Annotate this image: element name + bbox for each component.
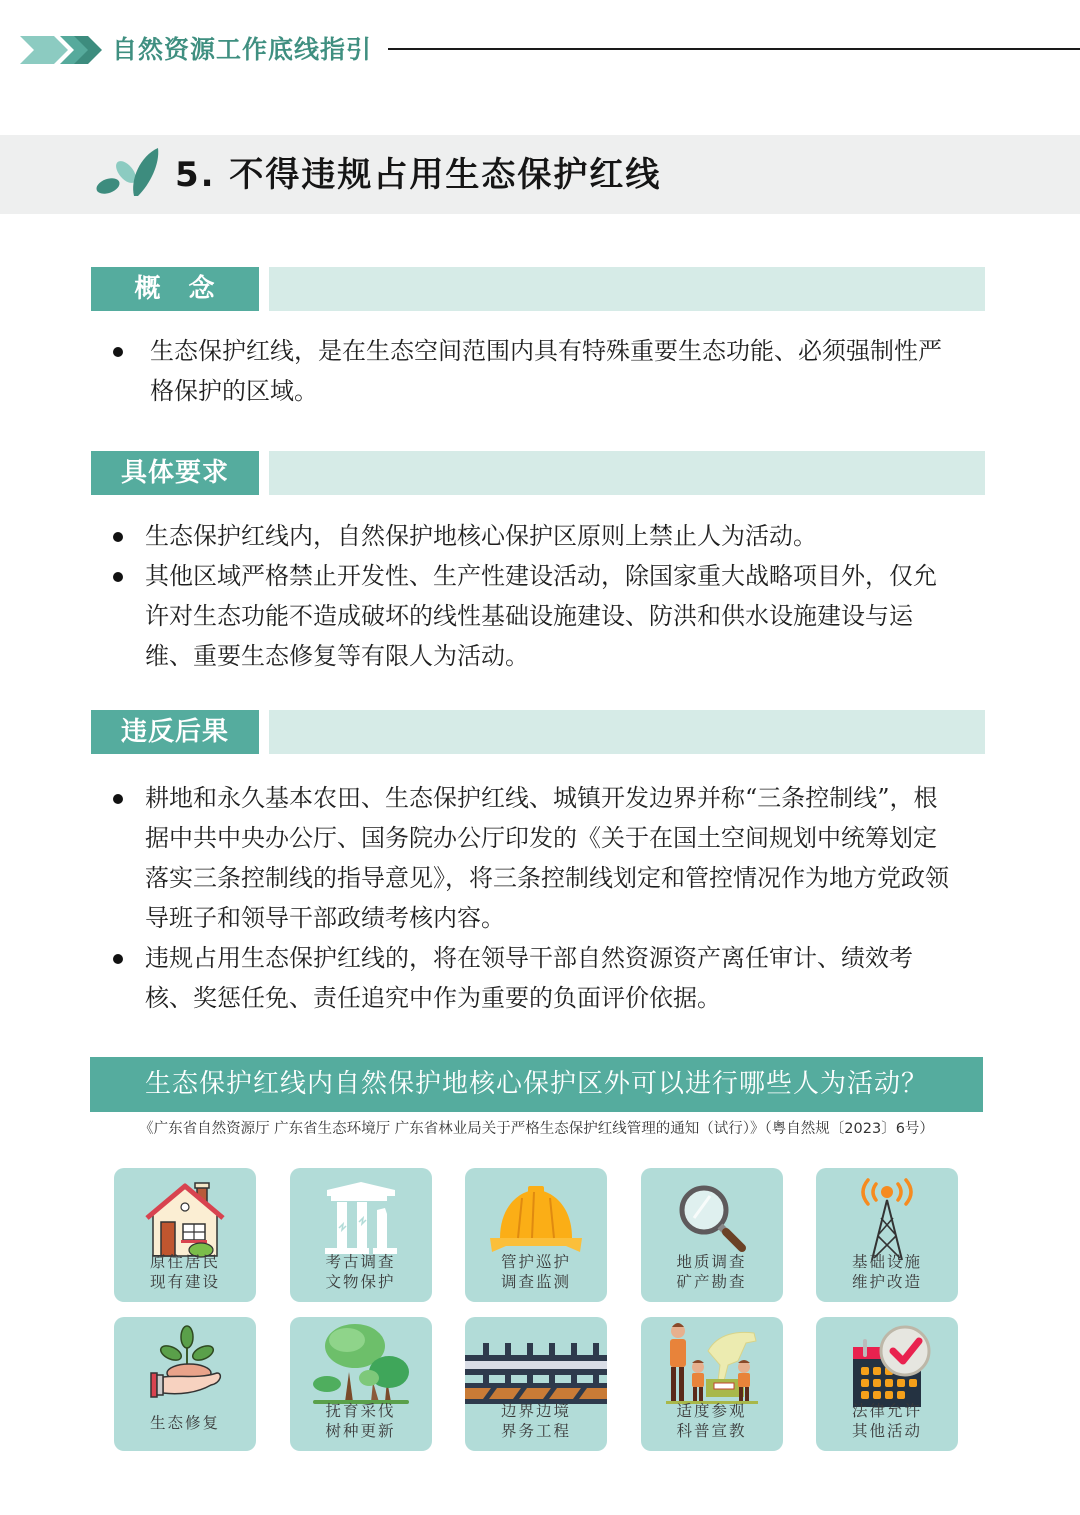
label-line: 树种更新 bbox=[325, 1422, 396, 1440]
label-line: 现有建设 bbox=[149, 1273, 220, 1291]
subhead-bar bbox=[269, 451, 985, 495]
label-line: 地质调查 bbox=[676, 1253, 747, 1271]
hard-hat-icon bbox=[486, 1182, 586, 1258]
activity-label bbox=[114, 1252, 256, 1292]
activity-label bbox=[816, 1401, 958, 1441]
trees-icon bbox=[309, 1322, 413, 1408]
document-title: 自然资源工作底线指引 bbox=[112, 35, 373, 64]
subhead-consequences bbox=[91, 710, 985, 754]
section-title: 5. 不得违规占用生态保护红线 bbox=[175, 155, 662, 195]
leaf-splash-icon bbox=[94, 146, 162, 198]
label-line: 生态修复 bbox=[149, 1414, 220, 1432]
source-citation: 《广东省自然资源厅 广东省生态环境厅 广东省林业局关于严格生态保护红线管理的通知（试行）》（粤自然规〔2023〕6号） bbox=[139, 1121, 934, 1137]
activity-card-restoration bbox=[114, 1317, 256, 1451]
list-item-text: 生态保护红线，是在生态空间范围内具有特殊重要生态功能、必须强制性严格保护的区域。 bbox=[150, 337, 942, 405]
activity-grid bbox=[114, 1168, 958, 1451]
list-item bbox=[112, 938, 952, 1018]
label-line: 边界边境 bbox=[500, 1402, 571, 1420]
subhead-bar bbox=[269, 267, 985, 311]
label-line: 维护改造 bbox=[851, 1273, 922, 1291]
list-item-text: 生态保护红线内，自然保护地核心保护区原则上禁止人为活动。 bbox=[145, 522, 817, 550]
label-line: 矿产勘查 bbox=[676, 1273, 747, 1291]
label-line: 原住居民 bbox=[149, 1253, 220, 1271]
hand-sprout-icon bbox=[143, 1323, 227, 1407]
activity-card-patrol bbox=[465, 1168, 607, 1302]
label-line: 考古调查 bbox=[325, 1253, 396, 1271]
header-divider bbox=[388, 48, 1080, 50]
subhead-bar bbox=[269, 710, 985, 754]
activity-label bbox=[816, 1252, 958, 1292]
activity-label bbox=[641, 1401, 783, 1441]
label-line: 管护巡护 bbox=[500, 1253, 571, 1271]
activity-label bbox=[641, 1252, 783, 1292]
label-line: 抚育采伐 bbox=[325, 1402, 396, 1420]
signal-tower-icon bbox=[852, 1178, 922, 1262]
question-banner: 生态保护红线内自然保护地核心保护区外可以进行哪些人为活动？ bbox=[90, 1057, 983, 1112]
list-item bbox=[112, 331, 952, 411]
page-header bbox=[0, 0, 1080, 100]
label-line: 文物保护 bbox=[325, 1273, 396, 1291]
subhead-label: 违反后果 bbox=[91, 710, 259, 754]
ancient-columns-icon bbox=[321, 1180, 401, 1260]
museum-visit-icon bbox=[662, 1321, 762, 1409]
list-item-text: 其他区域严格禁止开发性、生产性建设活动，除国家重大战略项目外，仅允许对生态功能不造成破坏的线性基础设施建设、防洪和供水设施建设与运维、重要生态修复等有限人为活动。 bbox=[145, 562, 937, 670]
label-line: 法律允许 bbox=[851, 1402, 922, 1420]
list-item bbox=[112, 516, 952, 556]
activity-card-border bbox=[465, 1317, 607, 1451]
requirements-list bbox=[112, 516, 952, 676]
activity-card-education bbox=[641, 1317, 783, 1451]
magnifier-icon bbox=[672, 1180, 752, 1260]
activity-label bbox=[290, 1401, 432, 1441]
label-line: 基础设施 bbox=[851, 1253, 922, 1271]
chevron-arrows-icon bbox=[20, 36, 102, 64]
activity-label bbox=[114, 1413, 256, 1433]
subhead-label: 概 念 bbox=[91, 267, 259, 311]
activity-label bbox=[465, 1401, 607, 1441]
activity-label bbox=[465, 1252, 607, 1292]
label-line: 调查监测 bbox=[500, 1273, 571, 1291]
activity-card-geology bbox=[641, 1168, 783, 1302]
label-line: 其他活动 bbox=[851, 1422, 922, 1440]
list-item-text: 违规占用生态保护红线的，将在领导干部自然资源资产离任审计、绩效考核、奖惩任免、责任追究中作为重要的负面评价依据。 bbox=[145, 944, 913, 1012]
list-item-text: 耕地和永久基本农田、生态保护红线、城镇开发边界并称“三条控制线”，根据中共中央办公厅、国务院办公厅印发的《关于在国土空间规划中统筹划定落实三条控制线的指导意见》，将三条控制线划定和管控情况作为地方党政领导班子和领导干部政绩考核内容。 bbox=[145, 784, 949, 932]
activity-card-residents bbox=[114, 1168, 256, 1302]
house-icon bbox=[143, 1180, 227, 1260]
border-fence-icon bbox=[465, 1333, 607, 1409]
subhead-concept bbox=[91, 267, 985, 311]
activity-label bbox=[290, 1252, 432, 1292]
list-item bbox=[112, 778, 952, 938]
calendar-check-icon bbox=[839, 1325, 935, 1409]
consequences-list bbox=[112, 778, 952, 1018]
activity-card-forestry bbox=[290, 1317, 432, 1451]
label-line: 界务工程 bbox=[500, 1422, 571, 1440]
label-line: 科普宣教 bbox=[676, 1422, 747, 1440]
label-line: 适度参观 bbox=[676, 1402, 747, 1420]
concept-list bbox=[112, 331, 952, 411]
activity-card-archaeology bbox=[290, 1168, 432, 1302]
activity-card-other bbox=[816, 1317, 958, 1451]
list-item bbox=[112, 556, 952, 676]
subhead-requirements bbox=[91, 451, 985, 495]
activity-card-infrastructure bbox=[816, 1168, 958, 1302]
subhead-label: 具体要求 bbox=[91, 451, 259, 495]
